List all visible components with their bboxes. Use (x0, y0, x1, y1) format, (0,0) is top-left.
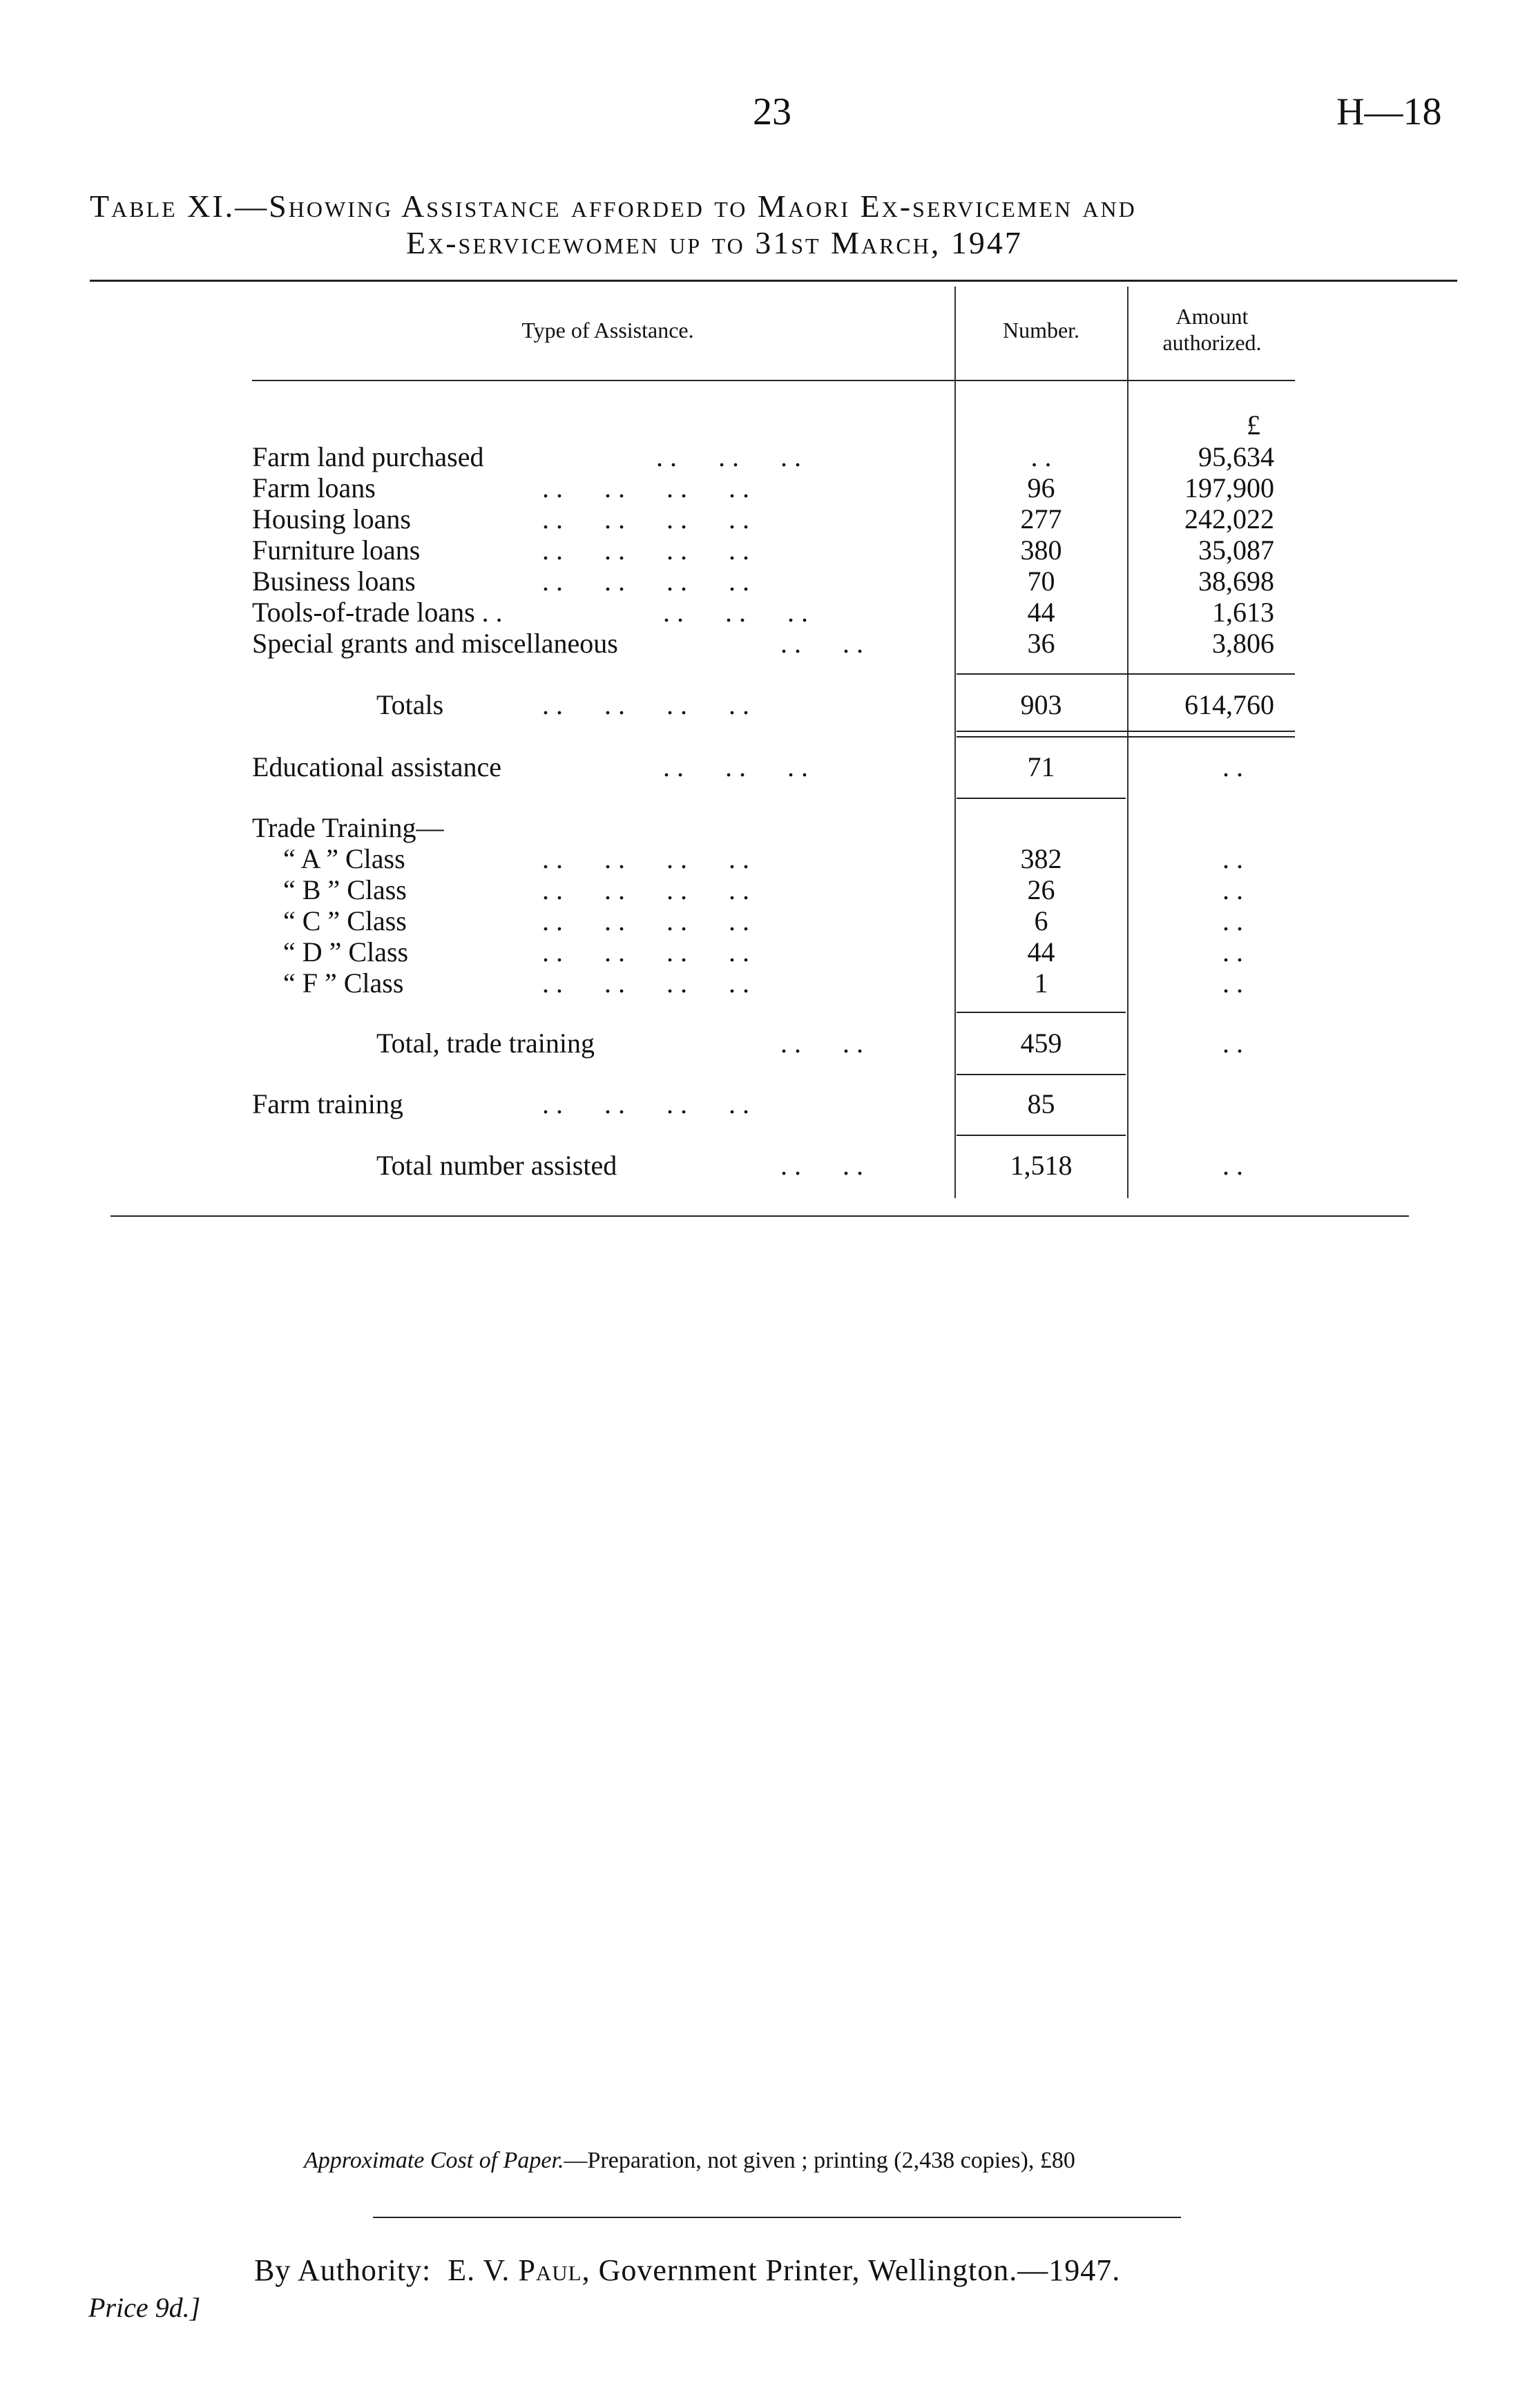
number-cell: 1 (1034, 967, 1048, 999)
leader-dots: . . . . . . . . (542, 503, 749, 534)
cost-text: —Preparation, not given ; printing (2,438 copies), £80 (564, 2148, 1075, 2173)
number-cell: 459 (1020, 1028, 1062, 1059)
row-label-housing-loans: Housing loans (252, 503, 411, 534)
leader-dots: . . . . (780, 1150, 863, 1181)
number-cell: 96 (1027, 472, 1055, 503)
leader-dots: . . . . (780, 1028, 863, 1059)
leader-dots: . . . . . . (663, 751, 808, 782)
number-cell: 44 (1027, 936, 1055, 967)
printer-name: Paul (518, 2253, 582, 2287)
amount-cell: 242,022 (1184, 503, 1274, 534)
row-label-business-loans: Business loans (252, 566, 416, 597)
amount-cell: 35,087 (1198, 534, 1274, 566)
totals-bottom-rule (957, 731, 1295, 732)
leader-dots: . . . . (780, 628, 863, 659)
educational-bottom-rule (957, 798, 1126, 799)
row-label-trade-b: “ B ” Class (283, 874, 407, 905)
table-top-rule (90, 280, 1457, 282)
trade-training-heading: Trade Training— (252, 812, 444, 843)
number-cell: 36 (1027, 628, 1055, 659)
row-label-special-grants: Special grants and miscellaneous (252, 628, 618, 659)
amount-cell: 3,806 (1212, 628, 1274, 659)
number-cell: 85 (1027, 1088, 1055, 1119)
row-label-totals: Totals (376, 689, 444, 720)
row-label-total-trade-training: Total, trade training (376, 1028, 595, 1059)
cost-of-paper-note (304, 2148, 1075, 2174)
amount-cell: 38,698 (1198, 566, 1274, 597)
page-number: 23 (753, 90, 791, 133)
table-title-text-1: Table XI.—Showing Assistance afforded to Maori Ex-servicemen and (90, 189, 1137, 224)
number-cell: 26 (1027, 874, 1055, 905)
leader-dots: . . . . . . . . (542, 534, 749, 566)
amount-cell: . . (1222, 967, 1243, 999)
document-code: H—18 (1336, 90, 1442, 133)
row-label-educational: Educational assistance (252, 751, 501, 782)
table-bottom-rule (111, 1215, 1409, 1217)
amount-cell: . . (1222, 751, 1243, 782)
trade-total-top-rule (957, 1012, 1126, 1013)
totals-top-rule (957, 673, 1295, 675)
leader-dots: . . . . . . . . (542, 905, 749, 936)
leader-dots: . . . . . . . . (542, 843, 749, 874)
table-title-line-1 (90, 188, 1471, 224)
number-cell: 70 (1027, 566, 1055, 597)
price-note: Price 9d.] (88, 2292, 201, 2323)
leader-dots: . . . . . . . . (542, 566, 749, 597)
leader-dots: . . . . . . . . (542, 689, 749, 720)
authority-prefix: By Authority: E. V. (254, 2253, 519, 2287)
leader-dots: . . . . . . . . (542, 874, 749, 905)
authority-suffix: , Government Printer, Wellington.—1947. (582, 2253, 1121, 2287)
totals-amount: 614,760 (1184, 689, 1274, 720)
row-label-trade-c: “ C ” Class (283, 905, 407, 936)
leader-dots: . . . . . . . . (542, 472, 749, 503)
number-cell: 277 (1020, 503, 1062, 534)
row-label-farm-training: Farm training (252, 1088, 403, 1119)
row-label-farm-loans: Farm loans (252, 472, 376, 503)
amount-cell: . . (1222, 1150, 1243, 1181)
amount-cell: . . (1222, 1028, 1243, 1059)
amount-cell: . . (1222, 905, 1243, 936)
column-header-type: Type of Assistance. (521, 318, 694, 343)
row-label-total-assisted: Total number assisted (376, 1150, 617, 1181)
amount-cell: 1,613 (1212, 597, 1274, 628)
leader-dots: . . . . . . (663, 597, 808, 628)
amount-cell: 197,900 (1184, 472, 1274, 503)
footer-rule (373, 2217, 1181, 2218)
row-label-trade-d: “ D ” Class (283, 936, 409, 967)
leader-dots: . . . . . . . . (542, 967, 749, 999)
number-cell: 44 (1027, 597, 1055, 628)
amount-cell: 95,634 (1198, 441, 1274, 472)
amount-cell: . . (1222, 936, 1243, 967)
row-label-furniture-loans: Furniture loans (252, 534, 421, 566)
printer-authority (254, 2253, 1120, 2288)
leader-dots: . . . . . . (656, 441, 801, 472)
number-cell: 6 (1034, 905, 1048, 936)
row-label-tools-of-trade: Tools-of-trade loans . . (252, 597, 503, 628)
totals-number: 903 (1020, 689, 1062, 720)
column-divider-1 (954, 287, 956, 1198)
table-title-text-2: Ex-servicewomen up to 31st March, 1947 (406, 225, 1023, 260)
row-label-trade-f: “ F ” Class (283, 967, 404, 999)
farm-training-bottom-rule (957, 1135, 1126, 1136)
column-header-number: Number. (1002, 318, 1080, 343)
currency-symbol: £ (1247, 410, 1260, 441)
leader-dots: . . . . . . . . (542, 1088, 749, 1119)
row-label-trade-a: “ A ” Class (283, 843, 405, 874)
amount-cell: . . (1222, 843, 1243, 874)
number-cell: . . (1030, 441, 1052, 472)
number-cell: 382 (1020, 843, 1062, 874)
leader-dots: . . . . . . . . (542, 936, 749, 967)
trade-total-bottom-rule (957, 1074, 1126, 1075)
column-header-amount-line-2: authorized. (1162, 330, 1262, 355)
number-cell: 71 (1027, 751, 1055, 782)
column-header-amount-line-1: Amount (1175, 304, 1249, 329)
row-label-farm-land: Farm land purchased (252, 441, 484, 472)
amount-cell: . . (1222, 874, 1243, 905)
cost-label: Approximate Cost of Paper. (304, 2148, 564, 2173)
totals-bottom-rule-double (957, 736, 1295, 738)
table-title-line-2 (406, 224, 1023, 261)
number-cell: 380 (1020, 534, 1062, 566)
header-bottom-rule (252, 380, 1295, 381)
grand-total-number: 1,518 (1010, 1150, 1073, 1181)
